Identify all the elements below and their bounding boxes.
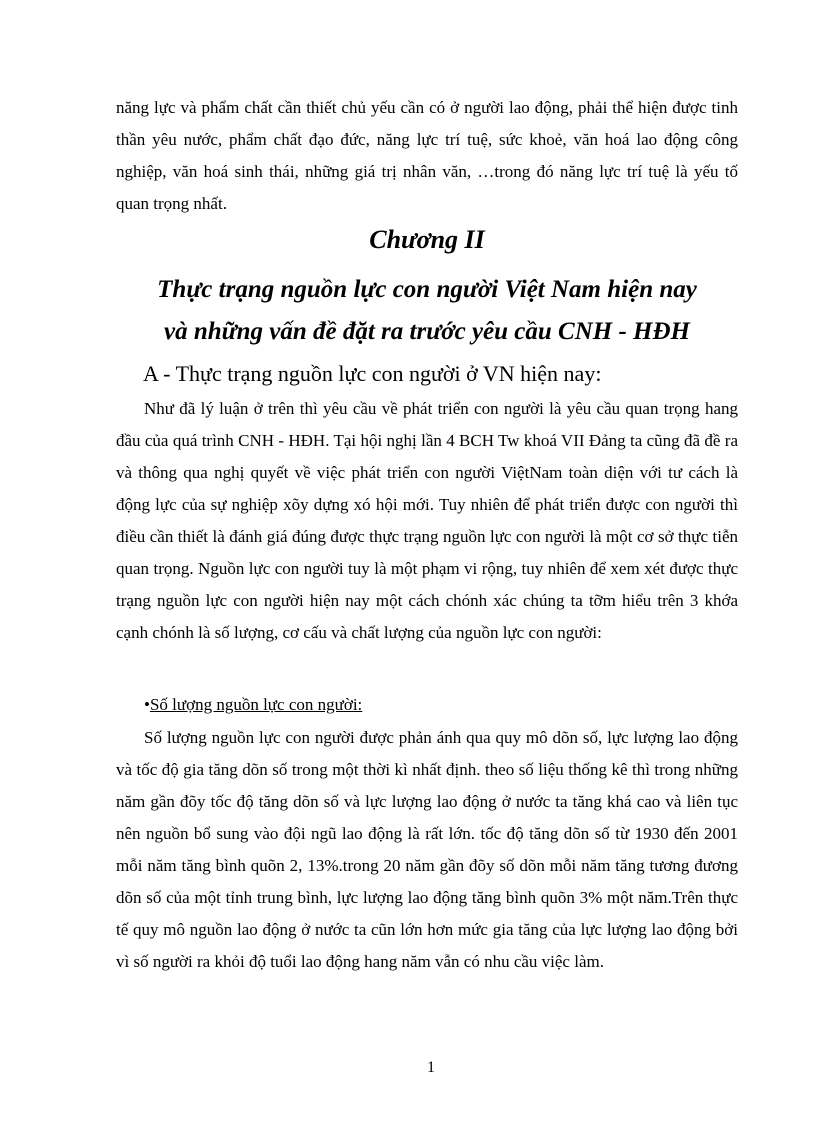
intro-paragraph: năng lực và phẩm chất cần thiết chủ yếu cần có ở người lao động, phải thể hiện được tinh thần yêu nước, phẩm chất đạo đức, năng lực trí tuệ, sức khoẻ, văn hoá lao động công nghiệp, văn hoá sinh thái, những giá trị nhân văn, …trong đó năng lực trí tuệ là yếu tố quan trọng nhất. <box>116 98 738 213</box>
chapter-subtitle-line-1: Thực trạng nguồn lực con người Việt Nam hiện nay <box>157 276 697 303</box>
chapter-subtitle-line-2: và những vấn đề đặt ra trước yêu cầu CNH - HĐH <box>163 318 690 345</box>
section-heading: A - Thực trạng nguồn lực con người ở VN hiện nay: <box>143 361 602 386</box>
page-number: 1 <box>427 1059 435 1076</box>
section-paragraph: Như đã lý luận ở trên thì yêu cầu về phát triển con người là yêu cầu quan trọng hang đầu của quá trình CNH - HĐH. Tại hội nghị lần 4 BCH Tw khoá VII Đảng ta cũng đã đề ra và thông qua nghị quyết về việc phát triển con người ViệtNam toàn diện với tư cách là động lực của sự nghiệp xõy dựng xó hội mới. Tuy nhiên để phát triển được con người thì điều cần thiết là đánh giá đúng được thực trạng nguồn lực con người là một cơ sở thực tiễn quan trọng. Nguồn lực con người tuy là một phạm vi rộng, tuy nhiên để xem xét được thực trạng nguồn lực con người hiện nay một cách chónh xác chúng ta tỡm hiểu trên 3 khớa cạnh chónh là số lượng, cơ cấu và chất lượng của nguồn lực con người: <box>116 399 738 642</box>
chapter-subtitle <box>116 269 738 353</box>
bullet-item <box>144 689 362 721</box>
bullet-heading: Số lượng nguồn lực con người: <box>149 695 363 714</box>
chapter-title: Chương II <box>369 225 485 254</box>
bullet-icon: • <box>144 695 150 714</box>
quantity-paragraph: Số lượng nguồn lực con người được phản ánh qua quy mô dõn số, lực lượng lao động và tốc độ gia tăng dõn số trong một thời kì nhất định. theo số liệu thống kê thì trong những năm gần đõy tốc độ tăng dõn số và lực lượng lao động ở nước ta tăng khá cao và liên tục nên nguồn bổ sung vào đội ngũ lao động là rất lớn. tốc độ tăng dõn số từ 1930 đến 2001 mỗi năm tăng bình quõn 2, 13%.trong 20 năm gần đõy số dõn mỗi năm tăng tương đương dõn số của một tỉnh trung bình, lực lượng lao động tăng bình quõn 3% một năm.Trên thực tế quy mô nguồn lao động ở nước ta cũn lớn hơn mức gia tăng của lực lượng lao động bởi vì số người ra khỏi độ tuổi lao động hang năm vẫn có nhu cầu việc làm. <box>116 728 738 971</box>
